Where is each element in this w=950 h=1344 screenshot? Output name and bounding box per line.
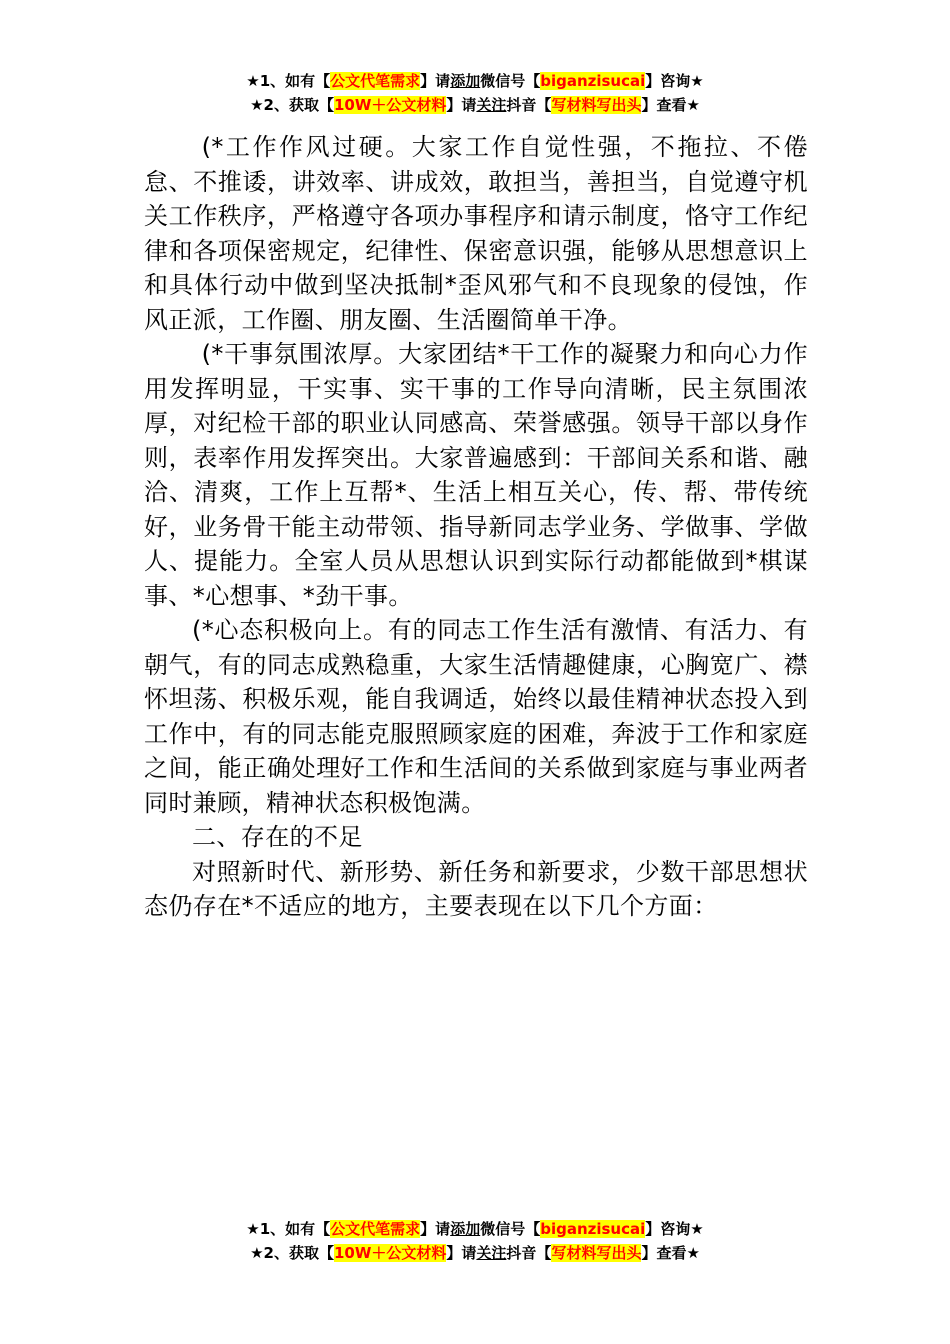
wechat-id: biganzisucai [540,1220,646,1238]
document-body [144,130,808,924]
highlight-text: 公文代笔需求 [330,72,421,90]
banner-text: 】请 [446,96,477,114]
banner-text: 微信号【 [480,72,541,90]
paragraph-work-style: (*工作作风过硬。大家工作自觉性强，不拖拉、不倦怠、不推诿，讲效率、讲成效，敢担当，善担当，自觉遵守机关工作秩序，严格遵守各项办事程序和请示制度，恪守工作纪律和各项保密规定，纪律性、保密意识强，能够从思想意识上和具体行动中做到坚决抵制*歪风邪气和不良现象的侵蚀，作风正派，工作圈、朋友圈、生活圈简单干净。 [144,133,808,334]
wechat-id: biganzisucai [540,72,646,90]
douyin-account: 写材料写出头 [551,96,642,114]
banner-text: ★2、获取【 [250,1244,334,1262]
douyin-account: 写材料写出头 [551,1244,642,1262]
highlight-text: 10W＋公文材料 [333,96,447,114]
highlight-text: 公文代笔需求 [330,1220,421,1238]
banner-text: 】咨询★ [645,72,704,90]
banner-line-2 [0,93,950,117]
banner-text: ★2、获取【 [250,96,334,114]
banner-line-2 [0,1241,950,1265]
underlined-text: 关注 [476,96,507,114]
banner-line-1 [0,1217,950,1241]
banner-text: 抖音【 [506,1244,552,1262]
paragraph-work-atmosphere: (*干事氛围浓厚。大家团结*干工作的凝聚力和向心力作用发挥明显，干实事、实干事的工作导向清晰，民主氛围浓厚，对纪检干部的职业认同感高、荣誉感强。领导干部以身作则，表率作用发挥突出。大家普遍感到：干部间关系和谐、融洽、清爽，工作上互帮*、生活上相互关心，传、帮、带传统好，业务骨干能主动带领、指导新同志学业务、学做事、学做人、提能力。全室人员从思想认识到实际行动都能做到*棋谋事、*心想事、*劲干事。 [144,340,808,610]
banner-text: 微信号【 [480,1220,541,1238]
banner-text: 】请 [420,1220,451,1238]
section-heading: 二、存在的不足 [192,823,363,851]
banner-text: ★1、如有【 [246,1220,331,1238]
underlined-text: 添加 [450,1220,481,1238]
paragraph-mindset: (*心态积极向上。有的同志工作生活有激情、有活力、有朝气，有的同志成熟稳重，大家生活情趣健康，心胸宽广、襟怀坦荡、积极乐观，能自我调适，始终以最佳精神状态投入到工作中，有的同志能克服照顾家庭的困难，奔波于工作和家庭之间，能正确处理好工作和生活间的关系做到家庭与事业两者同时兼顾，精神状态积极饱满。 [144,616,808,817]
header-banner [0,69,950,117]
underlined-text: 关注 [476,1244,507,1262]
banner-text: 】查看★ [641,1244,700,1262]
underlined-text: 添加 [450,72,481,90]
banner-text: 】请 [446,1244,477,1262]
banner-line-1 [0,69,950,93]
banner-text: 】请 [420,72,451,90]
paragraph-shortcomings-intro: 对照新时代、新形势、新任务和新要求，少数干部思想状态仍存在*不适应的地方，主要表现在以下几个方面： [144,857,808,920]
banner-text: 】查看★ [641,96,700,114]
highlight-text: 10W＋公文材料 [333,1244,447,1262]
footer-banner [0,1217,950,1265]
banner-text: 】咨询★ [645,1220,704,1238]
banner-text: ★1、如有【 [246,72,331,90]
banner-text: 抖音【 [506,96,552,114]
